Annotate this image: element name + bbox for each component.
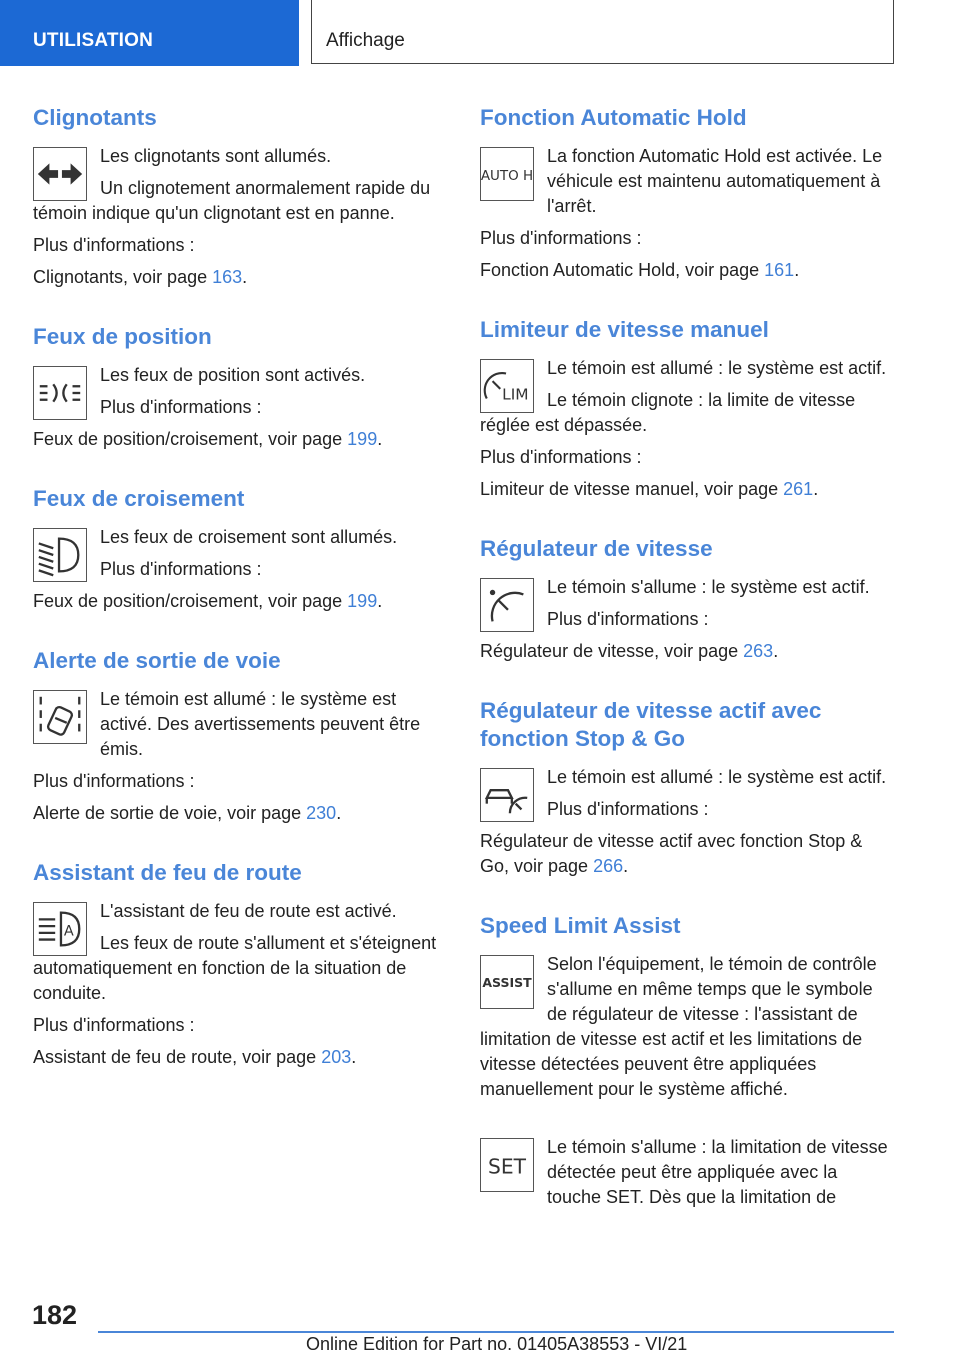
body-paragraph bbox=[33, 1013, 448, 1038]
body-paragraph bbox=[480, 575, 895, 600]
lane-departure-icon bbox=[33, 690, 87, 744]
header-chapter-label: Affichage bbox=[326, 30, 405, 51]
section-heading: Limiteur de vitesse manuel bbox=[480, 317, 769, 342]
footer-edition: Online Edition for Part no. 01405A38553 - VI/21 bbox=[306, 1334, 688, 1354]
paragraph-text: Clignotants, voir page bbox=[33, 267, 213, 287]
section-heading: Assistant de feu de route bbox=[33, 860, 302, 885]
body-paragraph bbox=[480, 445, 895, 470]
paragraph-text: Limiteur de vitesse manuel, voir page bbox=[480, 479, 784, 499]
paragraph-text: Plus d'informations : bbox=[547, 609, 709, 629]
paragraph-text: Plus d'informations : bbox=[480, 228, 642, 248]
assist-icon bbox=[480, 955, 534, 1009]
page-reference-link[interactable]: 263 bbox=[743, 641, 774, 661]
paragraph-text: Les feux de position sont activés. bbox=[100, 365, 366, 385]
body-paragraph bbox=[33, 1045, 448, 1070]
section-right-0 bbox=[480, 104, 895, 290]
indicator-entry bbox=[33, 899, 448, 1077]
indicator-entry bbox=[33, 363, 448, 459]
section-left-3 bbox=[33, 647, 448, 833]
body-paragraph bbox=[33, 176, 448, 226]
body-paragraph bbox=[33, 589, 448, 614]
page-reference-link[interactable]: 199 bbox=[347, 429, 378, 449]
svg-text:A: A bbox=[63, 923, 74, 940]
section-left-2 bbox=[33, 485, 448, 621]
body-paragraph bbox=[480, 607, 895, 632]
body-paragraph bbox=[480, 226, 895, 251]
page-reference-link[interactable]: 261 bbox=[783, 479, 814, 499]
page-reference-link[interactable]: 163 bbox=[212, 267, 243, 287]
body-paragraph bbox=[33, 801, 448, 826]
section-left-0 bbox=[33, 104, 448, 297]
body-paragraph bbox=[33, 557, 448, 582]
paragraph-text: . bbox=[813, 479, 819, 499]
body-paragraph bbox=[480, 258, 895, 283]
paragraph-text: Plus d'informations : bbox=[33, 1015, 195, 1035]
section-right-1 bbox=[480, 316, 895, 509]
paragraph-text: Fonction Automatic Hold, voir page bbox=[480, 260, 765, 280]
paragraph-text: . bbox=[794, 260, 800, 280]
paragraph-text: Le témoin clignote : la limite de vitesse réglée est dépassée. bbox=[480, 390, 856, 435]
indicator-entry bbox=[480, 952, 895, 1109]
paragraph-text: Le témoin est allumé : le système est actif. bbox=[547, 358, 887, 378]
high-beam-assistant-icon bbox=[33, 902, 87, 956]
body-paragraph bbox=[33, 427, 448, 452]
paragraph-text: Plus d'informations : bbox=[480, 447, 642, 467]
indicator-entry bbox=[480, 575, 895, 671]
body-paragraph bbox=[480, 639, 895, 664]
footer-rule bbox=[98, 1331, 894, 1333]
paragraph-text: Plus d'informations : bbox=[547, 799, 709, 819]
header-chapter-box bbox=[311, 0, 894, 64]
paragraph-text: . bbox=[377, 591, 383, 611]
turn-signal-arrows-icon bbox=[33, 147, 87, 201]
paragraph-text: Régulateur de vitesse, voir page bbox=[480, 641, 744, 661]
page-reference-link[interactable]: 266 bbox=[593, 856, 624, 876]
section-heading: Clignotants bbox=[33, 105, 157, 130]
body-paragraph bbox=[33, 265, 448, 290]
paragraph-text: L'assistant de feu de route est activé. bbox=[100, 901, 397, 921]
section-heading: Régulateur de vitesse actif avec fonction Stop & Go bbox=[480, 698, 822, 751]
paragraph-text: Un clignotement anormalement rapide du témoin indique qu'un clignotant est en panne. bbox=[33, 178, 431, 223]
body-paragraph bbox=[33, 899, 448, 924]
section-right-2 bbox=[480, 535, 895, 671]
auto-hold-label: AUTO H bbox=[481, 167, 533, 184]
indicator-entry bbox=[33, 525, 448, 621]
section-heading: Speed Limit Assist bbox=[480, 913, 681, 938]
left-column bbox=[33, 104, 448, 1103]
set-label: SET bbox=[488, 1154, 526, 1179]
paragraph-text: . bbox=[336, 803, 342, 823]
paragraph-text: Les feux de route s'allument et s'éteignent automatiquement en fonction de la situation de conduite. bbox=[33, 933, 437, 1003]
section-heading: Fonction Automatic Hold bbox=[480, 105, 747, 130]
body-paragraph bbox=[33, 687, 448, 762]
paragraph-text: Alerte de sortie de voie, voir page bbox=[33, 803, 307, 823]
page-reference-link[interactable]: 199 bbox=[347, 591, 378, 611]
paragraph-text: Selon l'équipement, le témoin de contrôle s'allume en même temps que le symbole de régulateur de vitesse : l'assistant de limitation de vitesse est actif et les limitations de vitesse détectées peuvent être appliquées manuellement pour le système affiché. bbox=[480, 954, 877, 1099]
speed-limiter-icon bbox=[480, 359, 534, 413]
body-paragraph bbox=[480, 829, 895, 879]
paragraph-text: Feux de position/croisement, voir page bbox=[33, 591, 348, 611]
body-paragraph bbox=[480, 356, 895, 381]
right-column bbox=[480, 104, 895, 1243]
paragraph-text: Le témoin est allumé : le système est activé. Des avertissements peuvent être émis. bbox=[100, 689, 421, 759]
low-beam-icon bbox=[33, 528, 87, 582]
body-paragraph bbox=[480, 765, 895, 790]
section-heading: Feux de position bbox=[33, 324, 212, 349]
paragraph-text: Plus d'informations : bbox=[100, 397, 262, 417]
position-lights-icon bbox=[33, 366, 87, 420]
body-paragraph bbox=[33, 144, 448, 169]
body-paragraph bbox=[480, 388, 895, 438]
body-paragraph bbox=[33, 395, 448, 420]
indicator-entry bbox=[33, 144, 448, 297]
body-paragraph bbox=[480, 797, 895, 822]
indicator-entry bbox=[480, 144, 895, 290]
header-section-label: UTILISATION bbox=[33, 30, 154, 51]
paragraph-text: Plus d'informations : bbox=[33, 235, 195, 255]
section-right-3 bbox=[480, 697, 895, 886]
section-left-1 bbox=[33, 323, 448, 459]
body-paragraph bbox=[33, 233, 448, 258]
paragraph-text: . bbox=[623, 856, 629, 876]
paragraph-text: Plus d'informations : bbox=[100, 559, 262, 579]
paragraph-text: . bbox=[351, 1047, 357, 1067]
paragraph-text: . bbox=[377, 429, 383, 449]
paragraph-text: Les clignotants sont allumés. bbox=[100, 146, 332, 166]
body-paragraph bbox=[480, 477, 895, 502]
page-reference-link[interactable]: 203 bbox=[321, 1047, 352, 1067]
body-paragraph bbox=[480, 952, 895, 1102]
active-cruise-control-icon bbox=[480, 768, 534, 822]
auto-hold-icon bbox=[480, 147, 534, 201]
page-reference-link[interactable]: 161 bbox=[764, 260, 795, 280]
section-left-4 bbox=[33, 859, 448, 1077]
paragraph-text: . bbox=[242, 267, 248, 287]
body-paragraph bbox=[480, 144, 895, 219]
header-section-tab bbox=[0, 0, 299, 66]
paragraph-text: Plus d'informations : bbox=[33, 771, 195, 791]
paragraph-text: Régulateur de vitesse actif avec fonction Stop & Go, voir page bbox=[480, 831, 863, 876]
page-number: 182 bbox=[32, 1300, 78, 1330]
body-paragraph bbox=[33, 769, 448, 794]
section-right-4 bbox=[480, 912, 895, 1109]
section-heading: Régulateur de vitesse bbox=[480, 536, 713, 561]
page-reference-link[interactable]: 230 bbox=[306, 803, 337, 823]
paragraph-text: Le témoin s'allume : le système est actif. bbox=[547, 577, 870, 597]
body-paragraph bbox=[33, 363, 448, 388]
body-paragraph bbox=[480, 1135, 895, 1210]
indicator-entry bbox=[480, 356, 895, 509]
section-heading: Feux de croisement bbox=[33, 486, 245, 511]
paragraph-text: Le témoin s'allume : la limitation de vitesse détectée peut être appliquée avec la touche SET. Dès que la limitation de bbox=[547, 1137, 888, 1207]
body-paragraph bbox=[33, 931, 448, 1006]
limiter-label: LIM bbox=[502, 385, 529, 404]
section-right-5 bbox=[480, 1135, 895, 1217]
paragraph-text: Feux de position/croisement, voir page bbox=[33, 429, 348, 449]
paragraph-text: Le témoin est allumé : le système est actif. bbox=[547, 767, 887, 787]
set-icon bbox=[480, 1138, 534, 1192]
body-paragraph bbox=[33, 525, 448, 550]
paragraph-text: La fonction Automatic Hold est activée. Le véhicule est maintenu automatiquement à l'arrêt. bbox=[547, 146, 883, 216]
indicator-entry bbox=[33, 687, 448, 833]
paragraph-text: . bbox=[773, 641, 779, 661]
section-heading: Alerte de sortie de voie bbox=[33, 648, 281, 673]
indicator-entry bbox=[480, 765, 895, 886]
paragraph-text: Assistant de feu de route, voir page bbox=[33, 1047, 322, 1067]
cruise-control-icon bbox=[480, 578, 534, 632]
indicator-entry bbox=[480, 1135, 895, 1217]
paragraph-text: Les feux de croisement sont allumés. bbox=[100, 527, 398, 547]
assist-label: ASSIST bbox=[482, 974, 532, 990]
